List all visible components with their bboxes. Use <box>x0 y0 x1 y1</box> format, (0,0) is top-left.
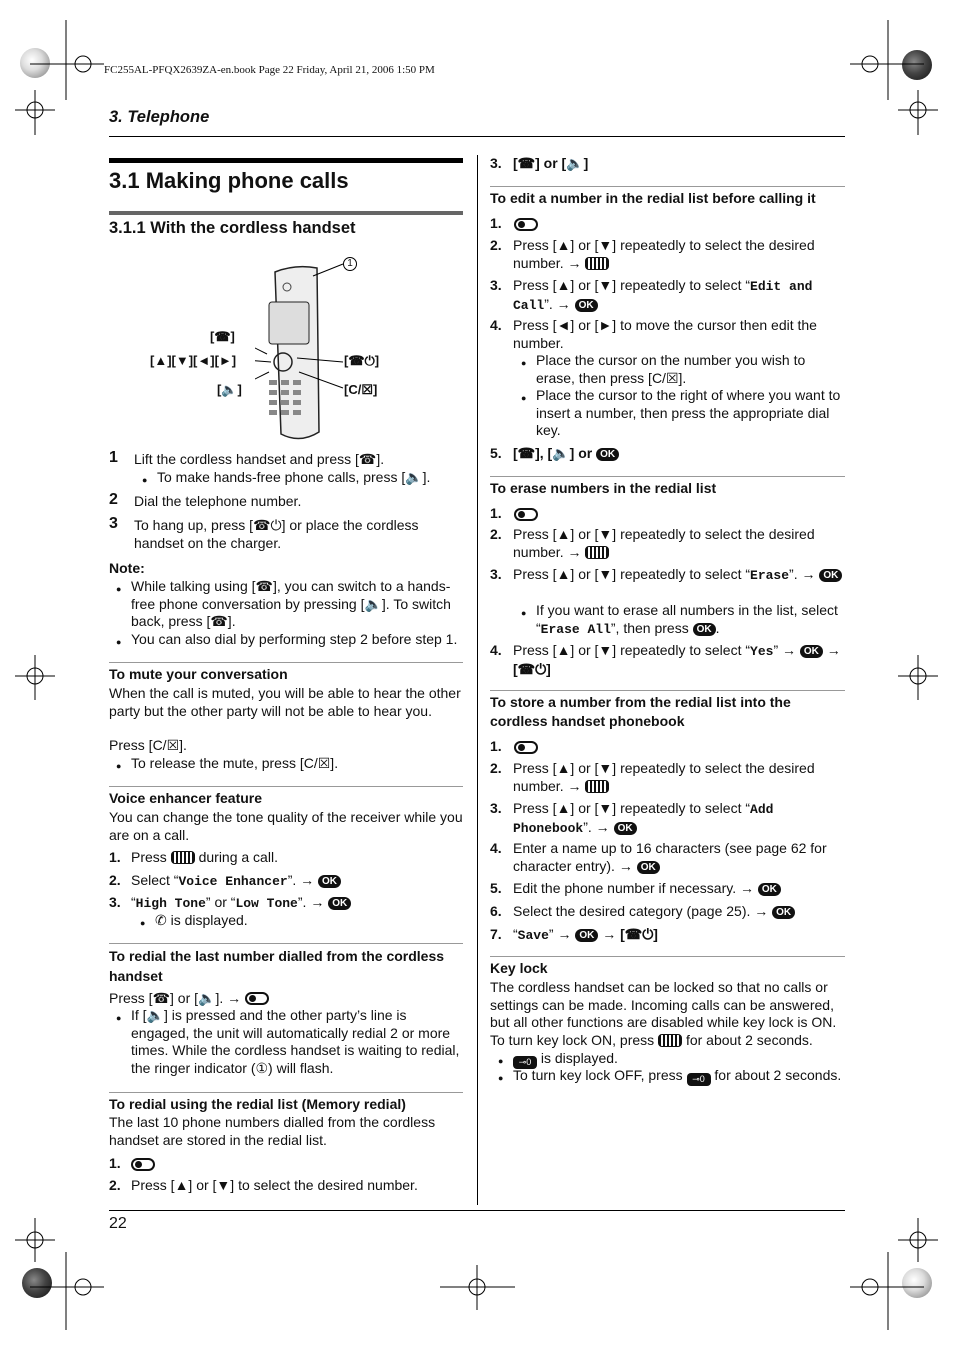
store-step-7-end: → [☎⏻] <box>602 926 658 942</box>
erase-step-2 <box>513 526 843 561</box>
erase-bullet-text: If you want to erase all numbers in the list, select “ <box>536 602 838 636</box>
redial-last-press <box>109 990 269 1008</box>
store-step-4-text: Enter a name up to 16 characters (see page 62 for character entry). → <box>513 840 827 874</box>
step-number: 4. <box>490 317 502 333</box>
ok-icon: OK <box>819 569 842 582</box>
ok-icon: OK <box>614 822 637 835</box>
ok-icon: OK <box>800 645 823 658</box>
edit-step-2 <box>513 237 843 272</box>
ok-icon: OK <box>637 861 660 874</box>
redial-icon <box>131 1156 155 1174</box>
erase-all-option: Erase All <box>540 621 611 637</box>
voice-step-1-text: Press <box>131 849 167 865</box>
add-phonebook-option: Add Phonebook <box>513 802 774 836</box>
step-number: 1. <box>490 215 502 231</box>
header-rule <box>109 136 845 137</box>
edit-step-2-text: Press [▲] or [▼] repeatedly to select the desired number. → <box>513 237 815 271</box>
file-info-line: FC255AL-PFQX2639ZA-en.book Page 22 Friday, April 21, 2006 1:50 PM <box>104 64 435 76</box>
store-step-3-end: ”. → <box>583 818 610 835</box>
edit-step-4: Press [◄] or [►] to move the cursor then edit the number. <box>513 317 817 351</box>
bullet: ● <box>140 918 146 928</box>
voice-bullet <box>155 912 248 930</box>
erase-step-3-text: Press [▲] or [▼] repeatedly to select “ <box>513 566 751 582</box>
edit-step-3 <box>513 277 843 314</box>
voice-title: Voice enhancer feature <box>109 790 263 806</box>
bullet: ● <box>498 1073 504 1083</box>
navigator-keys-label: [▲][▼][◄][►] <box>150 353 237 368</box>
redial-list-title: To redial using the redial list (Memory redial) <box>109 1096 406 1112</box>
section-rule <box>109 1092 463 1093</box>
store-step-5-text: Edit the phone number if necessary. → <box>513 880 754 896</box>
redial-icon <box>514 506 538 524</box>
step-number: 2 <box>109 491 118 508</box>
erase-title: To erase numbers in the redial list <box>490 480 717 496</box>
redial-icon <box>245 992 269 1005</box>
title-top-rule <box>109 158 463 163</box>
erase-step-4-text: Press [▲] or [▼] repeatedly to select “ <box>513 642 751 658</box>
step-1-bullet: To make hands-free phone calls, press [🔈]. <box>157 469 431 485</box>
keylock-body <box>490 979 848 1049</box>
yes-option: Yes <box>750 644 774 659</box>
edit-bullet-2: Place the cursor to the right of where you want to insert a number, then press the appropriate dial key. <box>536 387 841 438</box>
step-number: 3. <box>109 894 121 910</box>
section-rule <box>109 662 463 663</box>
erase-bullet: If you want to erase all numbers in the list, select “Erase All”, then press OK . <box>536 602 838 637</box>
off-key-label: [☎⏻] <box>344 353 380 368</box>
edit-step-5 <box>513 445 619 463</box>
erase-bullet-end: ”, then press <box>610 619 689 636</box>
store-title: To store a number from the redial list into the cordless handset phonebook <box>490 694 791 729</box>
mute-release: To release the mute, press [C/☒]. <box>131 755 339 771</box>
key-lock-icon: ⊸0 <box>687 1073 711 1086</box>
step-number: 2. <box>490 526 502 542</box>
step-number: 4. <box>490 642 502 658</box>
ok-icon: OK <box>575 929 598 942</box>
quote: “ <box>131 894 136 910</box>
mute-body: When the call is muted, you will be able to hear the other party but the other party will not be able to hear you. <box>109 685 461 719</box>
step-number: 7. <box>490 926 502 942</box>
store-step-2-text: Press [▲] or [▼] repeatedly to select the desired number. → <box>513 760 815 794</box>
keylock-body-end: for about 2 seconds. <box>685 1031 813 1048</box>
step-number: 1. <box>490 505 502 521</box>
redial-last-title: To redial the last number dialled from the cordless handset <box>109 948 445 984</box>
store-step-6-text: Select the desired category (page 25). → <box>513 903 769 919</box>
high-tone-option: High Tone <box>135 896 206 911</box>
menu-icon <box>585 257 609 270</box>
edit-step-3-end: ”. → <box>544 295 571 312</box>
ok-icon: OK <box>758 883 781 896</box>
keylock-title: Key lock <box>490 960 548 976</box>
store-step-6 <box>513 903 795 921</box>
store-step-5 <box>513 880 781 898</box>
redial-list-step-2: Press [▲] or [▼] to select the desired number. <box>131 1177 418 1193</box>
step-1-text: Lift the cordless handset and press [☎]. <box>134 451 385 467</box>
voice-step-2 <box>131 872 341 891</box>
section-rule <box>490 476 845 477</box>
ok-icon: OK <box>596 448 619 461</box>
step-number: 3 <box>109 515 118 532</box>
step-number: 1. <box>109 1155 121 1171</box>
step-number: 2. <box>109 872 121 888</box>
talk-key-label: [☎] <box>210 329 235 344</box>
callout-1: 1 <box>343 257 357 271</box>
menu-icon <box>585 546 609 559</box>
bullet: ● <box>142 475 148 485</box>
bullet: ● <box>521 358 527 368</box>
edit-bullet-1: Place the cursor on the number you wish to erase, then press [C/☒]. <box>536 352 806 386</box>
redial-last-bullet: If [🔈] is pressed and the other party’s line is engaged, the unit will automatically redial 2 or more times. While the cordless handset is waiting to redial, the ringer indicator (①) will flash. <box>131 1007 460 1076</box>
voice-bullet-text: is displayed. <box>170 912 248 928</box>
low-tone-option: Low Tone <box>235 896 298 911</box>
store-step-2 <box>513 760 843 795</box>
edit-step-5-text: [☎], [🔈] or <box>513 445 593 461</box>
mute-title: To mute your conversation <box>109 666 288 682</box>
voice-step-2-text: Select “ <box>131 872 179 888</box>
edit-title: To edit a number in the redial list before calling it <box>490 190 816 206</box>
note-1: While talking using [☎], you can switch to a hands-free phone conversation by pressing [🔈]. To switch back, press [☎]. <box>131 578 451 629</box>
keylock-bullet-2-text: To turn key lock OFF, press <box>513 1067 683 1083</box>
page-title: 3.1 Making phone calls <box>109 168 349 193</box>
erase-step-2-text: Press [▲] or [▼] repeatedly to select the desired number. → <box>513 526 815 560</box>
step-number: 3. <box>490 155 502 171</box>
bullet: ● <box>116 637 122 647</box>
keylock-body-text: The cordless handset can be locked so that no calls or settings can be made. Incoming calls can be answered, but all other functions are disabled while key lock is ON. To turn key lock ON, press <box>490 979 837 1048</box>
keylock-bullet-2-end: for about 2 seconds. <box>714 1067 842 1083</box>
redial-icon <box>514 216 538 234</box>
step-2-text: Dial the telephone number. <box>134 493 302 509</box>
step-number: 3. <box>490 800 502 816</box>
step-number: 6. <box>490 903 502 919</box>
quote: “ <box>513 926 518 942</box>
menu-icon <box>658 1034 682 1047</box>
redial-icon <box>514 739 538 757</box>
bullet: ● <box>521 393 527 403</box>
voice-step-3 <box>131 894 351 913</box>
redial-list-body: The last 10 phone numbers dialled from the cordless handset are stored in the redial list. <box>109 1114 436 1148</box>
voice-enhancer-option: Voice Enhancer <box>178 874 288 889</box>
save-option: Save <box>517 928 549 943</box>
step-number: 5. <box>490 445 502 461</box>
store-step-7-arrow: ” → <box>548 926 572 942</box>
voice-step-1-end: during a call. <box>198 849 278 865</box>
subtitle-rule <box>109 211 463 215</box>
voice-step-2-end: ”. → <box>287 872 315 888</box>
voice-body: You can change the tone quality of the receiver while you are on a call. <box>109 809 463 843</box>
section-rule <box>490 690 845 691</box>
store-step-7 <box>513 926 658 945</box>
step-number: 2. <box>109 1177 121 1193</box>
bullet: ● <box>498 1056 504 1066</box>
step-number: 3. <box>490 566 502 582</box>
store-step-3-text: Press [▲] or [▼] repeatedly to select “ <box>513 800 751 816</box>
keylock-bullet-2 <box>513 1067 841 1086</box>
note-2: You can also dial by performing step 2 before step 1. <box>131 631 458 647</box>
key-lock-icon: ⊸0 <box>513 1056 537 1069</box>
step-number: 4. <box>490 840 502 856</box>
erase-option: Erase <box>750 568 790 583</box>
erase-step-4 <box>513 642 848 678</box>
ok-icon: OK <box>575 299 598 312</box>
step-number: 5. <box>490 880 502 896</box>
store-step-4 <box>513 840 848 875</box>
menu-icon <box>585 780 609 793</box>
voice-enhancer-icon: ✆ <box>155 912 167 928</box>
step-number: 1. <box>490 738 502 754</box>
or-text: ” or “ <box>205 894 236 910</box>
bullet: ● <box>116 1013 122 1023</box>
step-number: 1. <box>109 849 121 865</box>
ok-icon: OK <box>772 906 795 919</box>
step-number: 2. <box>490 760 502 776</box>
step-number: 2. <box>490 237 502 253</box>
section-rule <box>109 943 463 944</box>
store-step-3 <box>513 800 848 837</box>
page-number: 22 <box>109 1215 127 1232</box>
ok-icon: OK <box>328 897 351 910</box>
ok-icon: OK <box>318 875 341 888</box>
mute-press: Press [C/☒]. <box>109 737 187 753</box>
redial-list-step-3: [☎] or [🔈] <box>513 155 589 171</box>
edit-and-call-option: Edit and Call <box>513 279 813 313</box>
menu-icon <box>171 851 195 864</box>
bullet: ● <box>521 608 527 618</box>
chapter-heading: 3. Telephone <box>109 108 210 126</box>
bullet: ● <box>116 761 122 771</box>
edit-step-3-text: Press [▲] or [▼] repeatedly to select “ <box>513 277 751 293</box>
erase-step-4-end: → [☎⏻] <box>513 642 841 677</box>
keylock-bullet-1-text: is displayed. <box>540 1050 618 1066</box>
erase-step-3 <box>513 566 848 585</box>
speaker-key-label: [🔈] <box>217 382 242 397</box>
column-divider <box>477 155 478 1205</box>
bullet: ● <box>116 584 122 594</box>
section-rule <box>490 186 845 187</box>
subtitle: 3.1.1 With the cordless handset <box>109 219 356 237</box>
section-rule <box>490 956 845 957</box>
redial-last-press-text: Press [☎] or [🔈]. → <box>109 990 242 1006</box>
step-3-text: To hang up, press [☎⏻] or place the cordless handset on the charger. <box>134 517 419 551</box>
erase-step-3-end: ”. → <box>789 566 816 582</box>
voice-step-3-end: ”. → <box>297 894 325 910</box>
voice-step-1 <box>131 849 278 867</box>
section-rule <box>109 786 463 787</box>
clear-key-label: [C/☒] <box>344 382 378 397</box>
step-number: 3. <box>490 277 502 293</box>
footer-rule <box>109 1210 845 1211</box>
step-number: 1 <box>109 449 118 466</box>
ok-icon: OK <box>693 623 716 636</box>
erase-step-4-arrow: ” → <box>773 642 796 658</box>
note-title: Note: <box>109 560 145 576</box>
